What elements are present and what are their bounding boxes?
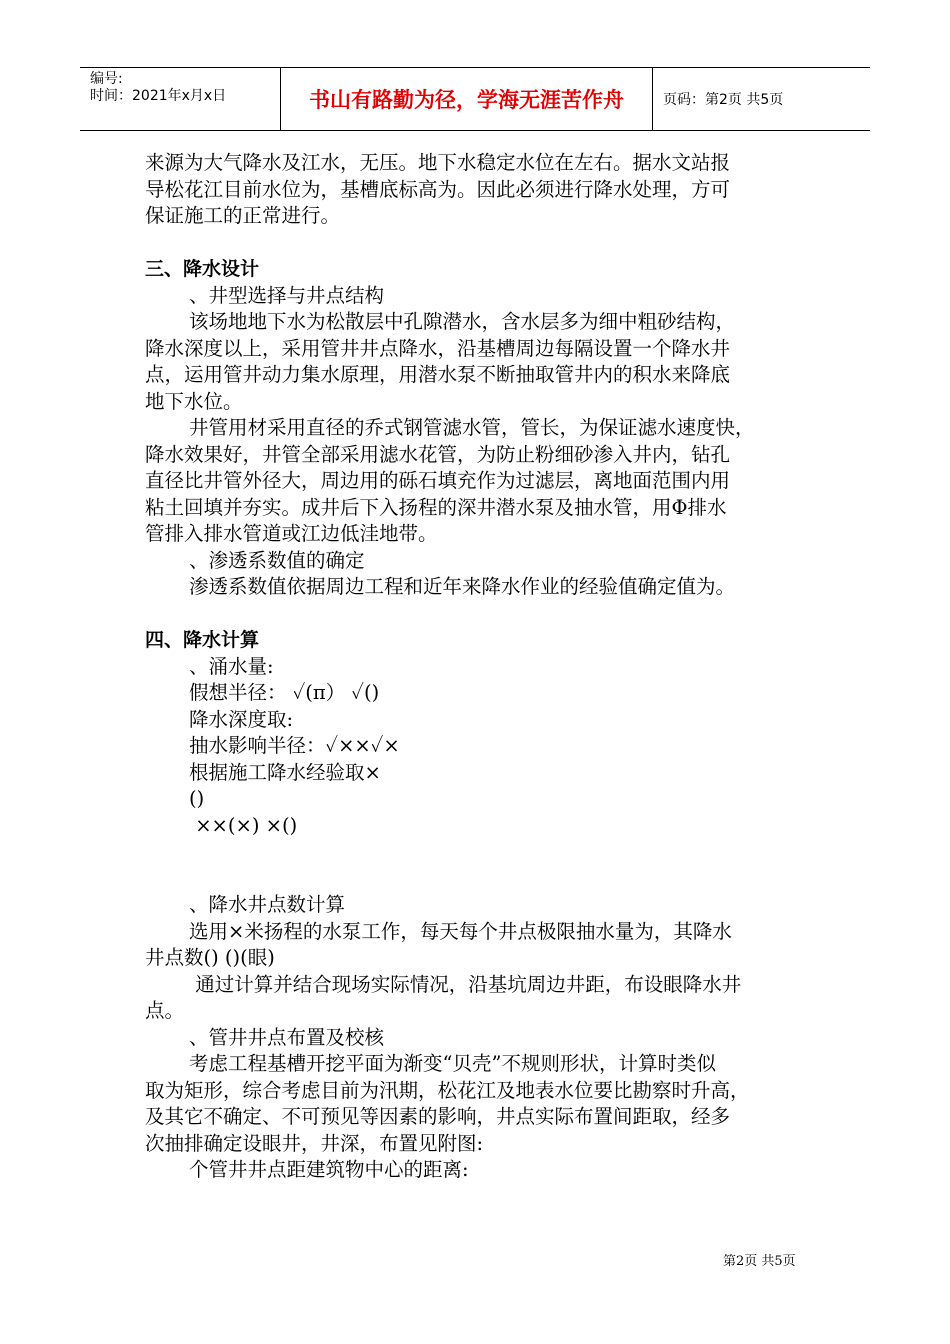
formula-line: 根据施工降水经验取× (189, 760, 381, 784)
subheading: 、管井井点布置及校核 (189, 1025, 385, 1049)
text-line: 通过计算并结合现场实际情况，沿基坑周边井距，布设眼降水井 (189, 972, 742, 996)
text-line: 粘土回填并夯实。成井后下入扬程的深井潜水泵及抽水管，用Φ排水 (145, 495, 727, 519)
text-line: 直径比井管外径大，周边用的砾石填充作为过滤层，离地面范围内用 (145, 469, 731, 492)
text-line: 渗透系数值依据周边工程和近年来降水作业的经验值确定值为。 (189, 575, 736, 598)
number-label: 编号: (90, 71, 123, 87)
subheading: 、降水井点数计算 (189, 893, 346, 916)
motto: 书山有路勤为径，学海无涯苦作舟 (281, 68, 653, 130)
text-line: 保证施工的正常进行。 (145, 204, 341, 227)
text-line: 次抽排确定设眼井，井深，布置见附图: (145, 1131, 484, 1155)
text-line: 及其它不确定、不可预见等因素的影响，井点实际布置间距取，经多 (145, 1105, 731, 1128)
page-header (80, 67, 870, 131)
formula-line: 假想半径： ✓(π） ✓() (189, 681, 380, 704)
document-body (145, 150, 815, 1184)
text-line: 个管井井点距建筑物中心的距离: (189, 1158, 469, 1181)
subheading: 、井型选择与井点结构 (189, 283, 385, 307)
text-line: 井管用材采用直径的乔式钢管滤水管，管长，为保证滤水速度快， (189, 416, 755, 439)
time-label: 时间：2021年x月x日 (90, 88, 227, 104)
formula-line: 降水深度取: (189, 707, 294, 731)
section-heading: 三、降水设计 (145, 258, 260, 280)
text-line: 来源为大气降水及江水，无压。地下水稳定水位在左右。据水文站报 (145, 151, 731, 174)
text-line: 选用×米扬程的水泵工作，每天每个井点极限抽水量为，其降水 (189, 919, 732, 943)
text-line: 降水深度以上，采用管井井点降水，沿基槽周边每隔设置一个降水井 (145, 336, 731, 360)
text-line: 管排入排水管道或江边低洼地带。 (145, 522, 438, 545)
text-line: 点，运用管井动力集水原理，用潜水泵不断抽取管井内的积水来降底 (145, 363, 731, 386)
text-line: 井点数() ()(眼) (145, 946, 275, 969)
page-label: 页码：第2页 共5页 (663, 92, 784, 108)
subheading: 、渗透系数值的确定 (189, 548, 365, 572)
text-line: 点。 (145, 999, 185, 1022)
text-line: 考虑工程基槽开挖平面为渐变“贝壳”不规则形状，计算时类似 (189, 1052, 716, 1075)
formula-line: ××(×) ×() (189, 813, 298, 837)
formula-line: () (189, 787, 205, 810)
text-line: 该场地地下水为松散层中孔隙潜水，含水层多为细中粗砂结构， (189, 310, 736, 333)
text-line: 降水效果好，井管全部采用滤水花管，为防止粉细砂渗入井内，钻孔 (145, 442, 731, 466)
header-meta (80, 68, 281, 130)
section-heading: 四、降水计算 (145, 629, 260, 651)
text-line: 地下水位。 (145, 389, 243, 413)
text-line: 导松花江目前水位为，基槽底标高为。因此必须进行降水处理，方可 (145, 177, 731, 201)
formula-line: 抽水影响半径：✓××✓× (189, 734, 400, 757)
subheading: 、涌水量: (189, 654, 274, 678)
page-footer: 第2页 共5页 (723, 1254, 796, 1269)
text-line: 取为矩形，综合考虑目前为汛期，松花江及地表水位要比勘察时升高， (145, 1078, 750, 1102)
